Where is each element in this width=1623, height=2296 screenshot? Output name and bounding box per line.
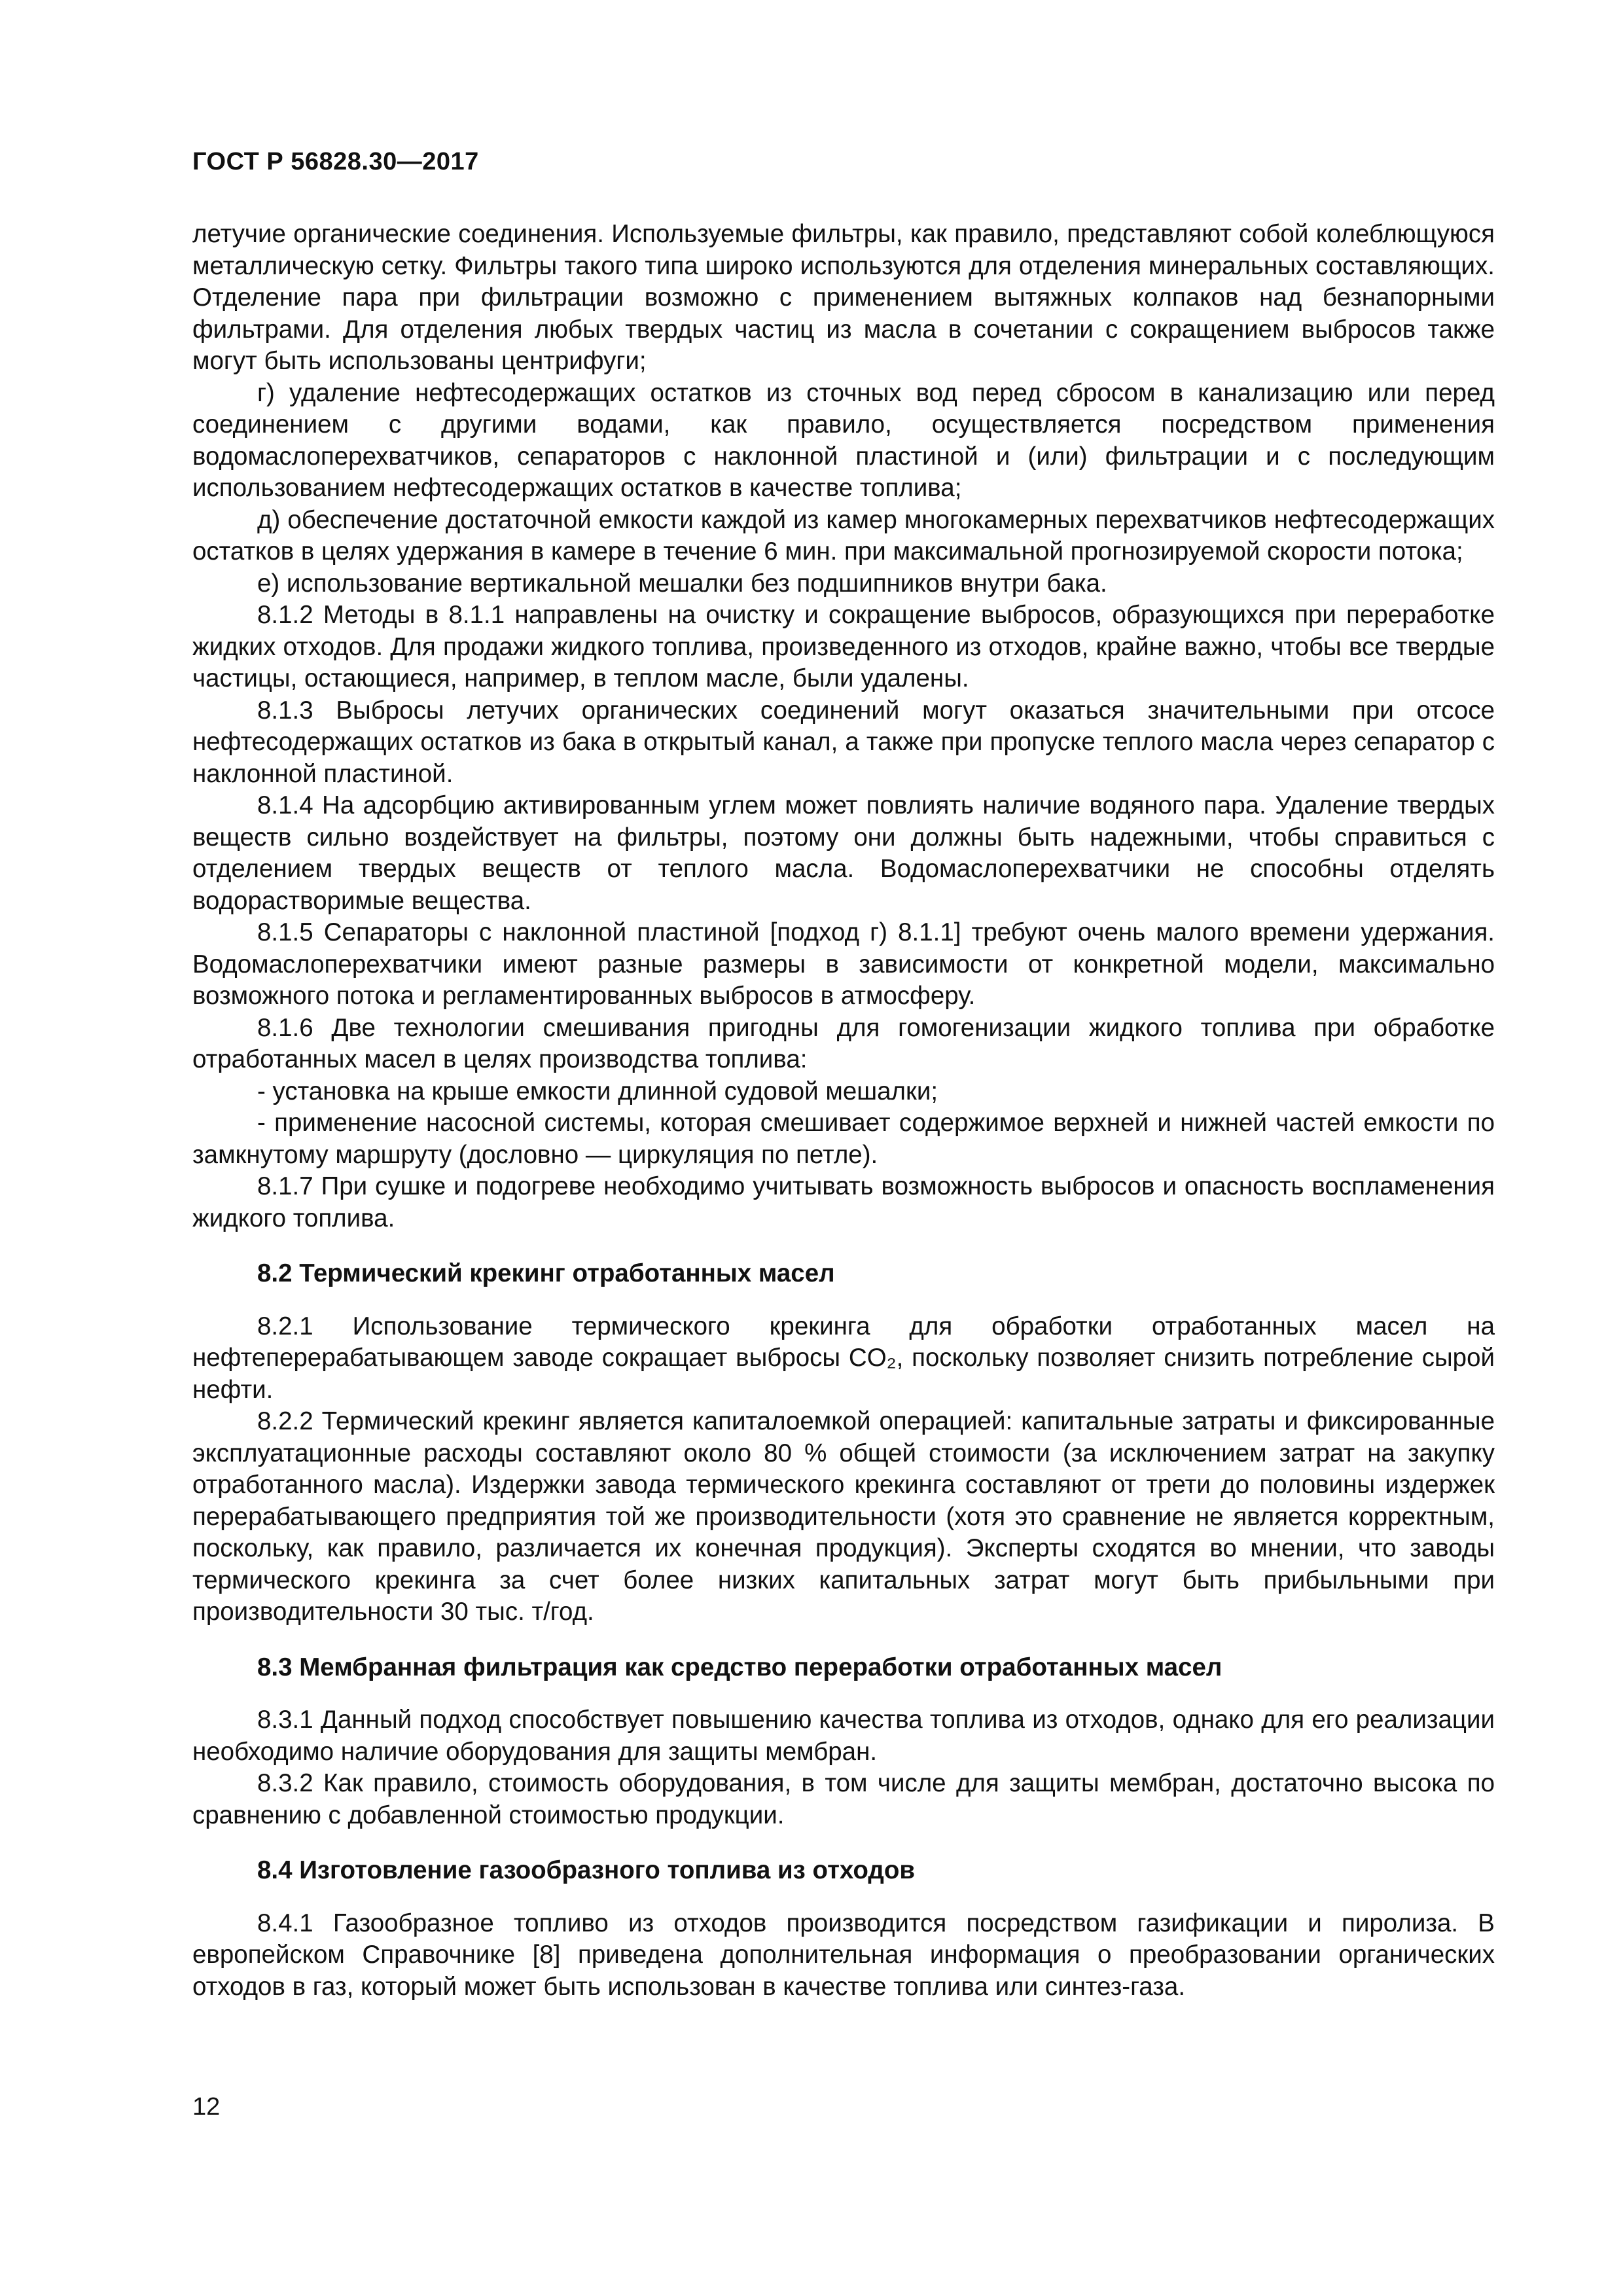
section-heading-8-4: 8.4 Изготовление газообразного топлива из отходов [257, 1856, 916, 1884]
list-item-e: е) использование вертикальной мешалки без подшипников внутри бака. [257, 569, 1107, 598]
page-number: 12 [192, 2093, 221, 2121]
paragraph-8-1-5: 8.1.5 Сепараторы с наклонной пластиной [подход г) 8.1.1] требуют очень малого времени удержания. Водомаслоперехватчики имеют разные размеры в зависимости от конкретной модели, максимально возможного потока и регламентированных выбросов в атмосферу. [192, 918, 1495, 1010]
list-item-d: д) обеспечение достаточной емкости каждой из камер многокамерных перехватчиков нефтесодержащих остатков в целях удержания в камере в течение 6 мин. при максимальной прогнозируемой скорости потока; [192, 505, 1495, 565]
paragraph-8-2-1: 8.2.1 Использование термического крекинга для обработки отработанных масел на нефтеперерабатывающем заводе сокращает выбросы CO₂, поскольку позволяет снизить потребление сырой нефти. [192, 1312, 1495, 1404]
section-heading-8-3: 8.3 Мембранная фильтрация как средство переработки отработанных масел [257, 1653, 1222, 1681]
dash-item: - применение насосной системы, которая смешивает содержимое верхней и нижней частей емкости по замкнутому маршруту (дословно — циркуляция по петле). [192, 1109, 1495, 1169]
paragraph-8-1-6: 8.1.6 Две технологии смешивания пригодны для гомогенизации жидкого топлива при обработке отработанных масел в целях производства топлива: [192, 1013, 1495, 1073]
paragraph-8-1-7: 8.1.7 При сушке и подогреве необходимо учитывать возможность выбросов и опасность воспламенения жидкого топлива. [192, 1172, 1495, 1232]
paragraph-8-4-1: 8.4.1 Газообразное топливо из отходов производится посредством газификации и пиролиза. В европейском Справочнике [8] приведена дополнительная информация о преобразовании органических отходов в газ, который может быть использован в качестве топлива или синтез-газа. [192, 1909, 1495, 2001]
document-header: ГОСТ Р 56828.30—2017 [192, 148, 479, 175]
section-heading-8-2: 8.2 Термический крекинг отработанных масел [257, 1259, 835, 1287]
document-body [192, 219, 1495, 2003]
dash-item: - установка на крыше емкости длинной судовой мешалки; [257, 1077, 938, 1105]
paragraph-8-1-4: 8.1.4 На адсорбцию активированным углем может повлиять наличие водяного пара. Удаление твердых веществ сильно воздействует на фильтры, поэтому они должны быть надежными, чтобы справиться с отделением твердых веществ от теплого масла. Водомаслоперехватчики не способны отделять водорастворимые вещества. [192, 791, 1495, 915]
paragraph-8-3-1: 8.3.1 Данный подход способствует повышению качества топлива из отходов, однако для его реализации необходимо наличие оборудования для защиты мембран. [192, 1706, 1495, 1766]
list-item-g: г) удаление нефтесодержащих остатков из сточных вод перед сбросом в канализацию или перед соединением с другими водами, как правило, осуществляется посредством применения водомаслоперехватчиков, сепараторов с наклонной пластиной и (или) фильтрации и с последующим использованием нефтесодержащих остатков в качестве топлива; [192, 378, 1495, 502]
paragraph-8-3-2: 8.3.2 Как правило, стоимость оборудования, в том числе для защиты мембран, достаточно высока по сравнению с добавленной стоимостью продукции. [192, 1769, 1495, 1829]
paragraph-8-2-2: 8.2.2 Термический крекинг является капиталоемкой операцией: капитальные затраты и фиксированные эксплуатационные расходы составляют около 80 % общей стоимости (за исключением затрат на закупку отработанного масла). Издержки завода термического крекинга составляют от трети до половины издержек перерабатывающего предприятия той же производительности (хотя это сравнение не является корректным, поскольку, как правило, различается их конечная продукция). Эксперты сходятся во мнении, что заводы термического крекинга за счет более низких капитальных затрат могут быть прибыльными при производительности 30 тыс. т/год. [192, 1407, 1495, 1626]
paragraph: летучие органические соединения. Используемые фильтры, как правило, представляют собой колеблющуюся металлическую сетку. Фильтры такого типа широко используются для отделения минеральных составляющих. Отделение пара при фильтрации возможно с применением вытяжных колпаков над безнапорными фильтрами. Для отделения любых твердых частиц из масла в сочетании с сокращением выбросов также могут быть использованы центрифуги; [192, 220, 1495, 375]
paragraph-8-1-3: 8.1.3 Выбросы летучих органических соединений могут оказаться значительными при отсосе нефтесодержащих остатков из бака в открытый канал, а также при пропуске теплого масла через сепаратор с наклонной пластиной. [192, 696, 1495, 788]
paragraph-8-1-2: 8.1.2 Методы в 8.1.1 направлены на очистку и сокращение выбросов, образующихся при переработке жидких отходов. Для продажи жидкого топлива, произведенного из отходов, крайне важно, чтобы все твердые частицы, остающиеся, например, в теплом масле, были удалены. [192, 601, 1495, 692]
